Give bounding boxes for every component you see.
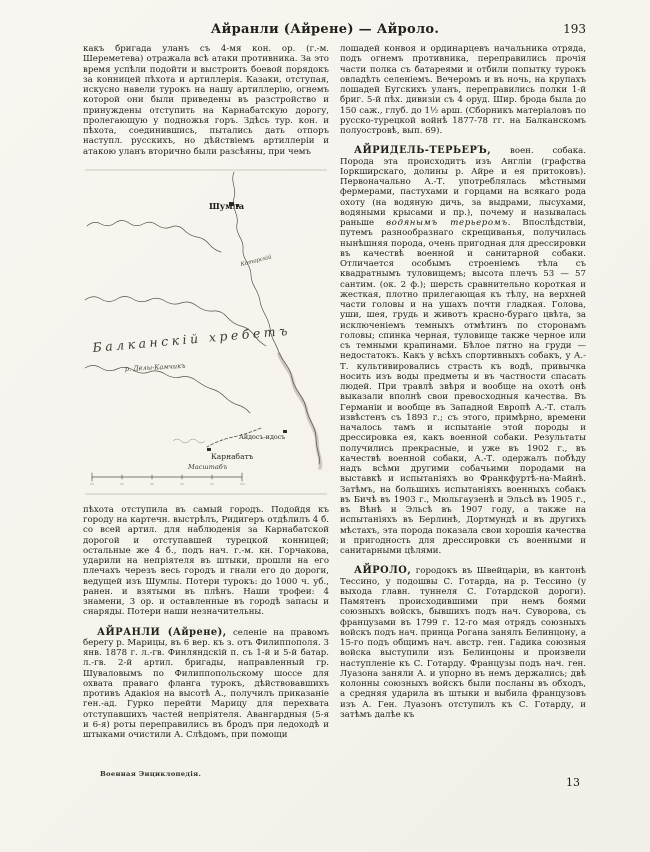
entry-term-airolo: АЙРОЛО,: [354, 565, 412, 577]
map-label-kotorsky: Которскій: [240, 254, 273, 268]
paragraph-ulan-brigade: какъ бригада уланъ съ 4-мя кон. ор. (г.-м. Шереметева) отражала всѣ атаки противника. За это время успѣли подойти и выстроить боевой порядокъ за конницей пѣхота и артиллерія. Казаки, отступая, искусно навели турокъ на нашу артиллерію, огнемъ которой они были приведены въ разстройство и принуждены отступить на Карнабатскую дорогу, пролегающую у подножья горъ. Здѣсь тур. кон. и пѣхота, соединившись, пытались дать отпоръ наступл. русскихъ, но дѣйствіемъ артиллеріи и атакою уланъ вторично были разсѣяны, при чемъ: [83, 44, 329, 157]
ridge-north: [87, 220, 221, 252]
imprint: Военная Энциклопедія.: [100, 770, 202, 778]
map-label-aidos: Айдосъ-идосъ: [239, 432, 286, 441]
right-column: [340, 44, 586, 789]
entry-airanli: [83, 628, 329, 741]
karnabat-town-mark: [207, 448, 211, 451]
entry-airolo: [340, 566, 586, 720]
map-label-scale: Масштабъ: [188, 462, 228, 471]
map-sketch: [83, 162, 329, 498]
left-column: [83, 44, 329, 789]
river-shade: [279, 354, 320, 468]
entry-text-airolo: городокъ въ Швейцаріи, въ кантонѣ Тессино, у подошвы С. Готарда, на р. Тессино (у выхода главн. туннеля С. Готардской дороги). Памятенъ происходившими при немъ боями союзныхъ войскъ, бывшихъ подъ нач. Суворова, съ французами въ 1799 г. 12-го мая отрядъ союзныхъ войскъ подъ нач. принца Рогана занялъ Белинцону, а 15-го подъ общимъ нач. австр. ген. Гадика союзныя войска выступили изъ Белинцоны и произвели наступленіе къ С. Готарду. Французы подъ нач. ген. Луазона заняли А. и упорно въ немъ держались; двѣ колонны союзныхъ войскъ были посланы въ обходъ, а средняя ударила въ штыки и выбила французовъ изъ А. Ген. Луазонъ отступилъ къ С. Готарду, и затѣмъ далѣе къ: [340, 566, 586, 720]
map-label-river-kamchik: р. Делы-Камчикъ: [124, 361, 186, 373]
entry-text-airanli: селеніе на правомъ берегу р. Марицы, въ 6 вер. къ з. отъ Филиппополя. 3 янв. 1878 г. л.-гв. Финляндскій п. съ 1-й и 5-й батар. л.-гв. 2-й артил. бригады, направленный гр. Шуваловымъ по Филиппопольскому шоссе для охвата праваго фланга турокъ, дѣйствовавшихъ противъ Адакіоя на высотѣ А., получилъ приказаніе ген.-ад. Гурко перейти Марицу для перехвата отступавшихъ частей непріятеля. Авангардныя (5-я и 6-я) роты переправились въ бродъ при ледоходѣ и штыками очистили А. Слѣдомъ, при помощи: [83, 627, 329, 740]
paragraph-shumla-assault: пѣхота отступила въ самый городъ. Подойдя къ городу на картечн. выстрѣлъ, Ридигеръ отдѣлилъ 4 б. со всей артил. для наблюденія за Карнабатской дорогой и отступавшей турецкой конницей; остальные же 4 б., подъ нач. г.-м. кн. Горчакова, ударили на непріятеля въ штыки, прошли на его плечахъ черезъ весь городъ и гнали его до дороги, ведущей изъ Шумлы. Потери турокъ: до 1000 ч. уб., ранен. и взятыми въ плѣнъ. Наши трофеи: 4 знамени, 3 ор. и оставленные въ городѣ запасы и снаряды. Потери наши незначительны.: [83, 504, 329, 618]
sheet-number: 13: [566, 776, 580, 789]
entry-airedale: [340, 146, 586, 556]
entry-term-airanli: АЙРАНЛИ (Айрене),: [97, 626, 227, 638]
entry-text-airedale-b: . Впослѣдствіи, путемъ разнообразнаго скрещиванья, получилась нынѣшняя порода, очень пригодная для дрессировки въ качествѣ военной и санитарной собаки. Отличается особымъ строеніемъ тѣла съ квадратнымъ туловищемъ; высота плечъ 53 — 57 сантим. (ок. 2 ф.); шерсть сравнительно короткая и жесткая, плотно прилегающая къ тѣлу, на верхней части головы и на ушахъ почти гладкая. Голова, уши, шея, грудь и животъ красно-бураго цвѣта, за исключеніемъ темныхъ отмѣтинъ по сторонамъ головы; спинка черная, туловище также черное или съ темными крапинами. Бѣлое пятно на груди — недостатокъ. Какъ у всѣхъ спортивныхъ собакъ, у А.-Т. культивировались страсть къ водѣ, привычка носить изъ воды предметы и въ частности спасать людей. При травлѣ звѣря и вообще на охотѣ онѣ выказали вполнѣ свои превосходныя качества. Въ Германіи и вообще въ Западной Европѣ А.-Т. сталъ извѣстенъ съ 1893 г.; съ этого, примѣрно, времени началось тамъ и испытаніе этой породы и дрессировка ея, какъ военной собаки. Результаты получились прекрасные, и уже въ 1902 г., въ качествѣ военной собаки, А.-Т. одержалъ побѣду надъ всѣми другими собачьими породами на выставкѣ и испытаніяхъ во Франкфуртѣ-на-Майнѣ. Затѣмъ, на большихъ испытаніяхъ военныхъ собакъ въ Бичѣ въ 1903 г., Мюльгаузенѣ и Эльсѣ въ 1905 г., въ Вѣнѣ и Эльсѣ въ 1907 году, а также на испытаніяхъ въ Берлинѣ, Дортмундѣ и въ другихъ мѣстахъ, эта порода показала свои хорошія качества и пригодность для дрессировки съ военными и санитарными цѣлями.: [340, 218, 586, 556]
text-columns: [83, 44, 587, 789]
entry-text-airedale-a: воен. собака. Порода эта происходитъ изъ Англіи (графства Іоркширскаго, долины р. Айре и ея притоковъ). Первоначально А.-Т. употреблялась мѣстными фермерами, пастухами и горцами на всякаго рода охоту (на водяную дичь, за выдрами, лысухами, водяными крысами и пр.), почему и называлась раньше: [340, 146, 586, 228]
map-label-balkan-range: Балканскій хребетъ: [91, 322, 292, 355]
map-label-shumla: Шумла: [209, 201, 245, 212]
page-number: 193: [563, 22, 586, 36]
entry-italic-water-terrier: водянымъ терьеромъ: [386, 218, 508, 228]
map-figure-shumla: [83, 162, 329, 498]
map-label-karnabat: Карнабатъ: [211, 451, 254, 461]
entry-term-airedale: АЙРИДЕЛЬ-ТЕРЬЕРЪ,: [354, 145, 492, 157]
ridge-main-lower: [85, 365, 250, 413]
road-annotation-squiggle: [173, 439, 205, 443]
paragraph-river-crossing: лошадей конвоя и ординарцевъ начальника отряда, подъ огнемъ противника, переправились прочія части полка съ батареями и отбили попытку турокъ овладѣть селеніемъ. Вечеромъ и въ ночь, на крупахъ лошадей Бугскихъ уланъ, переправились полки 1-й бриг. 5-й пѣх. дивизіи съ 4 оруд. Шир. брода была до 150 саж., глуб. до 1½ арш. (Сборникъ матеріаловъ по русско-турецкой войнѣ 1877-78 гг. на Балканскомъ полуостровѣ, вып. 69).: [340, 44, 586, 136]
running-title: Айранли (Айрене) — Айроло.: [210, 22, 440, 37]
